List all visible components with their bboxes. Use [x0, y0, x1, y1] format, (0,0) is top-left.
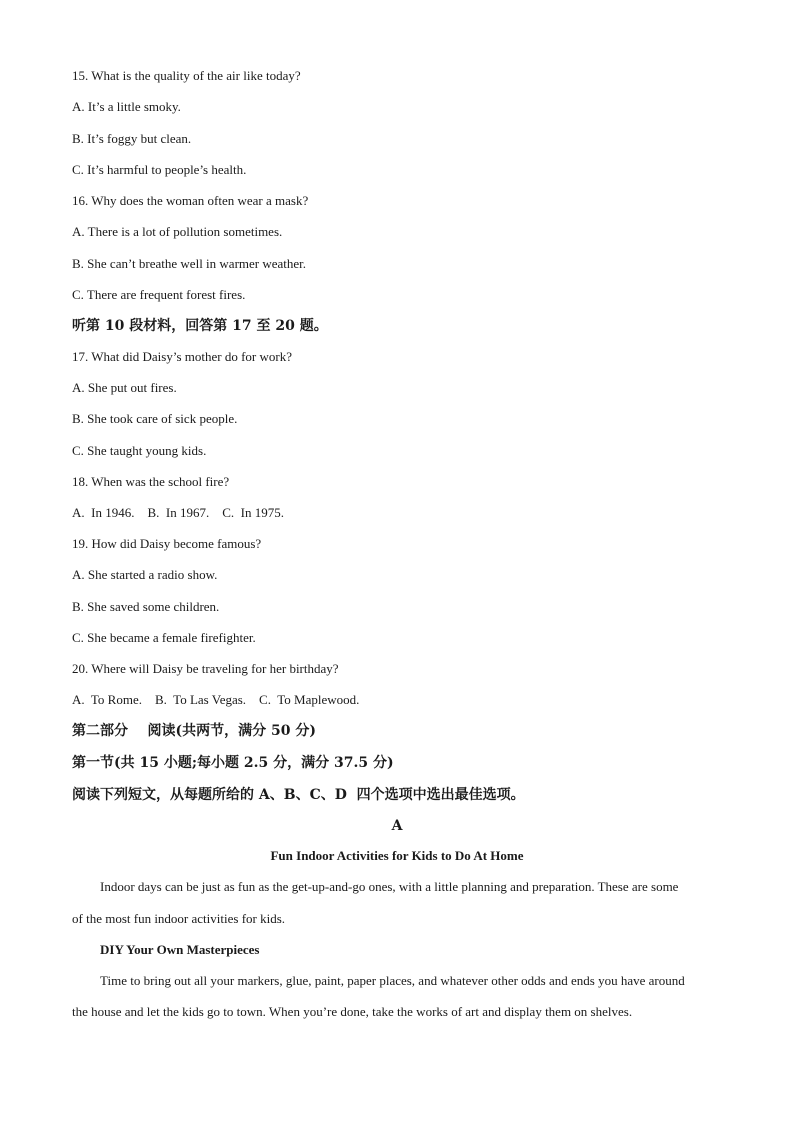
question-20: 20. Where will Daisy be traveling for her birthday?: [72, 661, 339, 676]
q16-option-c: C. There are frequent forest fires.: [72, 287, 246, 302]
intro-line-2: of the most fun indoor activities for kids.: [72, 911, 286, 926]
q18-options: A. In 1946. B. In 1967. C. In 1975.: [72, 505, 284, 520]
q19-option-b: B. She saved some children.: [72, 599, 220, 614]
q17-option-a: A. She put out fires.: [72, 380, 177, 395]
question-16: 16. Why does the woman often wear a mask?: [72, 193, 309, 208]
part-2-heading: 第二部分 阅读(共两节，满分 50 分): [72, 723, 316, 739]
q16-option-b: B. She can’t breathe well in warmer weather.: [72, 256, 307, 271]
section-1-heading: 第一节(共 15 小题;每小题 2.5 分，满分 37.5 分): [72, 755, 394, 771]
q17-option-b: B. She took care of sick people.: [72, 411, 238, 426]
body-line-2: the house and let the kids go to town. When you’re done, take the works of art and display them on shelves.: [72, 1004, 633, 1019]
question-17: 17. What did Daisy’s mother do for work?: [72, 349, 292, 364]
body-line-1: Time to bring out all your markers, glue, paint, paper places, and whatever other odds and ends you have around: [100, 973, 685, 988]
passage-label: A: [391, 818, 403, 834]
reading-instruction: 阅读下列短文，从每题所给的 A、B、C、D 四个选项中选出最佳选项。: [72, 787, 525, 803]
intro-line-1: Indoor days can be just as fun as the get-up-and-go ones, with a little planning and preparation. These are some: [100, 879, 679, 894]
q16-option-a: A. There is a lot of pollution sometimes.: [72, 224, 283, 239]
q19-option-a: A. She started a radio show.: [72, 567, 218, 582]
passage-title: Fun Indoor Activities for Kids to Do At Home: [270, 848, 524, 863]
question-19: 19. How did Daisy become famous?: [72, 536, 262, 551]
q20-options: A. To Rome. B. To Las Vegas. C. To Maplewood.: [72, 692, 360, 707]
question-15: 15. What is the quality of the air like today?: [72, 68, 301, 83]
q15-option-b: B. It’s foggy but clean.: [72, 131, 192, 146]
q15-option-a: A. It’s a little smoky.: [72, 99, 181, 114]
question-18: 18. When was the school fire?: [72, 474, 230, 489]
passage-subheading: DIY Your Own Masterpieces: [100, 942, 260, 957]
q15-option-c: C. It’s harmful to people’s health.: [72, 162, 247, 177]
q17-option-c: C. She taught young kids.: [72, 443, 207, 458]
q19-option-c: C. She became a female firefighter.: [72, 630, 256, 645]
section-10-heading: 听第 10 段材料，回答第 17 至 20 题。: [72, 318, 328, 334]
